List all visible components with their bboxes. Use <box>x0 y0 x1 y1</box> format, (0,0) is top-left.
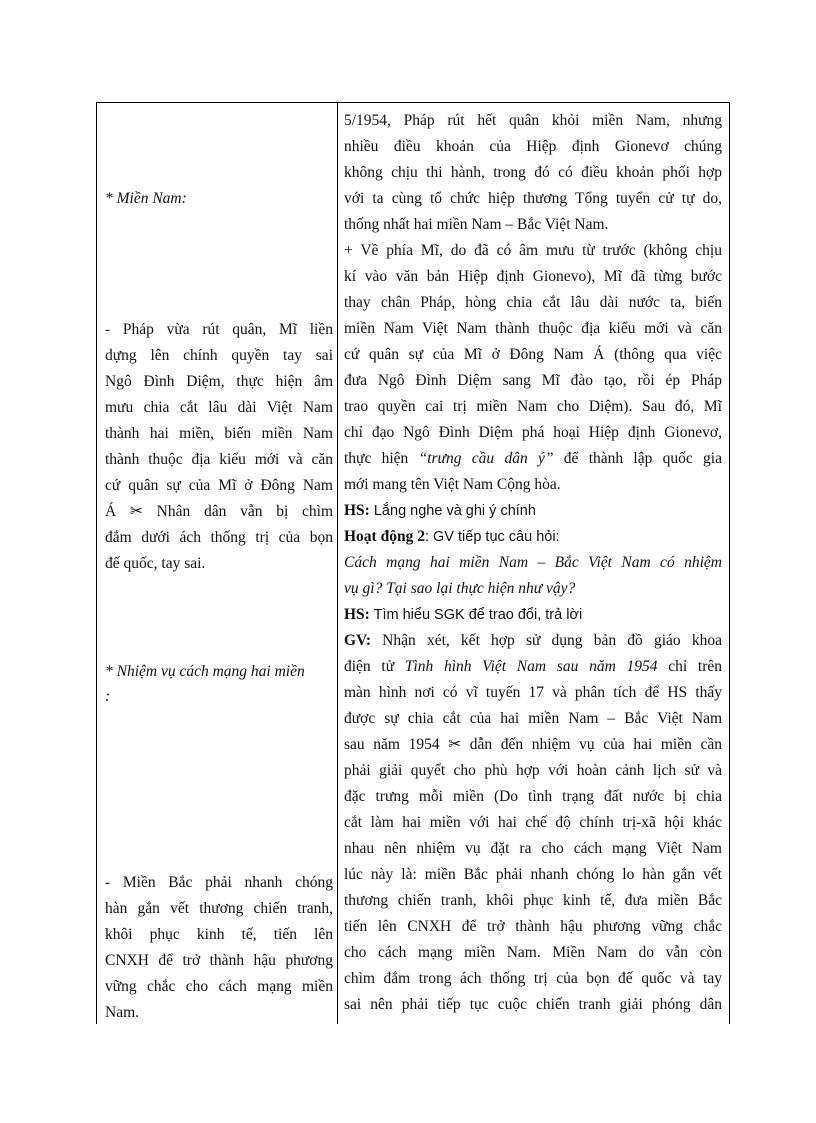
mien-nam-heading: * Miền Nam: <box>105 190 187 207</box>
left-text-line: Ngô Đình Diệm, thực hiện âm <box>105 373 333 390</box>
left-text-line: thành hai miền, biến miền Nam <box>105 425 333 442</box>
right-text-line: thay chân Pháp, hòng chia cắt lâu dài nước ta, biến <box>344 294 722 311</box>
right-text-line: với ta cùng tổ chức hiệp thương Tổng tuyển cử tự do, <box>344 190 722 207</box>
hs-note <box>344 603 722 627</box>
left-text-line: - Pháp vừa rút quân, Mĩ liền <box>105 321 333 338</box>
gv-note <box>344 629 722 653</box>
text-span: điện tử <box>344 658 405 675</box>
left-text-line: Nam. <box>105 1004 140 1021</box>
right-text-line: trao quyền cai trị miền Nam cho Diệm). Sau đó, Mĩ <box>344 398 722 415</box>
hs-label: HS: <box>344 502 370 519</box>
right-text-line: sau năm 1954 ✂ dẫn đến nhiệm vụ của hai miền cần <box>344 736 722 753</box>
hoat-dong-label: Hoạt động 2 <box>344 528 425 545</box>
right-text-line: chỉ đạo Ngô Đình Diệm phá hoại Hiệp định Gionevơ, <box>344 424 722 441</box>
left-text-line: - Miền Bắc phải nhanh chóng <box>105 874 333 891</box>
right-text-line: tiến lên CNXH để trở thành hậu phương vững chắc <box>344 918 722 935</box>
nhiem-vu-heading: * Nhiệm vụ cách mạng hai miền <box>105 663 305 680</box>
right-text-line: mới mang tên Việt Nam Cộng hòa. <box>344 476 561 493</box>
right-text-line: được sự chia cắt của hai miền Nam – Bắc Việt Nam <box>344 710 722 727</box>
hs-label: HS: <box>344 606 370 623</box>
right-text-line: + Về phía Mĩ, do đã có âm mưu từ trước (không chịu <box>344 242 722 259</box>
right-text-line: kí vào văn bản Hiệp định Gionevo), Mĩ đã từng bước <box>344 268 722 285</box>
left-text-line: mưu chia cắt lâu dài Việt Nam <box>105 399 333 416</box>
right-text-line <box>344 447 722 471</box>
right-text-line: sai nên phải tiếp tục cuộc chiến tranh giải phóng dân <box>344 996 722 1013</box>
left-text-line: đắm dưới ách thống trị của bọn <box>105 529 333 546</box>
right-text-line: nhiều điều khoản của Hiệp định Gionevơ chúng <box>344 138 722 155</box>
map-title: Tình hình Việt Nam sau năm 1954 <box>404 658 658 675</box>
left-text-line: Á ✂ Nhân dân vẫn bị chìm <box>105 503 333 520</box>
left-text-line: hàn gắn vết thương chiến tranh, <box>105 900 333 917</box>
text-span: để thành lập quốc gia <box>553 450 722 467</box>
right-text-line: cứ quân sự của Mĩ ở Đông Nam Á (thông qua việc <box>344 346 722 363</box>
left-text-line: dựng lên chính quyền tay sai <box>105 347 333 364</box>
hoat-dong-text: : GV tiếp tục câu hỏi: <box>424 529 560 545</box>
right-text-line: thương chiến tranh, khôi phục kinh tế, đưa miền Bắc <box>344 892 722 909</box>
left-text-line: đế quốc, tay sai. <box>105 555 206 572</box>
gv-label: GV: <box>344 632 371 649</box>
left-text-line: cứ quân sự của Mĩ ở Đông Nam <box>105 477 333 494</box>
left-text-line: thành thuộc địa kiểu mới và căn <box>105 451 333 468</box>
right-text-line: cắt làm hai miền với hai chế độ chính trị-xã hội khác <box>344 814 722 831</box>
right-text-line: không chịu thi hành, trong đó có điều khoản phối hợp <box>344 164 722 181</box>
right-text-line <box>344 655 722 679</box>
right-text-line: nhau nên nhiệm vụ đặt ra cho cách mạng Việt Nam <box>344 840 722 857</box>
gv-text: Nhận xét, kết hợp sử dụng bản đồ giáo khoa <box>371 632 722 649</box>
right-text-line: miền Nam Việt Nam thành thuộc địa kiểu mới và căn <box>344 320 722 337</box>
hs-text: Lắng nghe và ghi ý chính <box>369 503 536 519</box>
left-text-line: CNXH để trở thành hậu phương <box>105 952 333 969</box>
quote-span: “trưng cầu dân ý” <box>418 450 554 467</box>
question-line: vụ gì? Tại sao lại thực hiện như vậy? <box>344 580 576 597</box>
right-text-line: cho cách mạng miền Nam. Miền Nam do vẫn còn <box>344 944 722 961</box>
right-text-line: lúc này là: miền Bắc phải nhanh chóng lo hàn gắn vết <box>344 866 722 883</box>
left-text-line: vững chắc cho cách mạng miền <box>105 978 333 995</box>
column-divider <box>337 103 338 1024</box>
right-text-line: 5/1954, Pháp rút hết quân khỏi miền Nam, nhưng <box>344 112 722 129</box>
text-span: thực hiện <box>344 450 419 467</box>
lesson-table <box>96 102 730 1024</box>
hs-note <box>344 499 722 523</box>
right-text-line: đưa Ngô Đình Diệm sang Mĩ đào tạo, rồi ép Pháp <box>344 372 722 389</box>
right-text-line: màn hình nơi có vĩ tuyến 17 và phân tích để HS thấy <box>344 684 722 701</box>
nhiem-vu-heading-cont: : <box>105 688 111 705</box>
question-line: Cách mạng hai miền Nam – Bắc Việt Nam có nhiệm <box>344 554 722 571</box>
right-text-line: đặc trưng mỗi miền (Do tình trạng đất nước bị chia <box>344 788 722 805</box>
text-span: chỉ trên <box>657 658 722 675</box>
left-text-line: khôi phục kinh tế, tiến lên <box>105 926 333 943</box>
right-text-line: chìm đắm trong ách thống trị của bọn đế quốc và tay <box>344 970 722 987</box>
right-text-line: phải giải quyết cho phù hợp với hoàn cảnh lịch sử và <box>344 762 722 779</box>
right-text-line: thống nhất hai miền Nam – Bắc Việt Nam. <box>344 216 609 233</box>
hs-text: Tìm hiểu SGK để trao đổi, trả lời <box>369 607 583 623</box>
hoat-dong-2 <box>344 525 722 549</box>
